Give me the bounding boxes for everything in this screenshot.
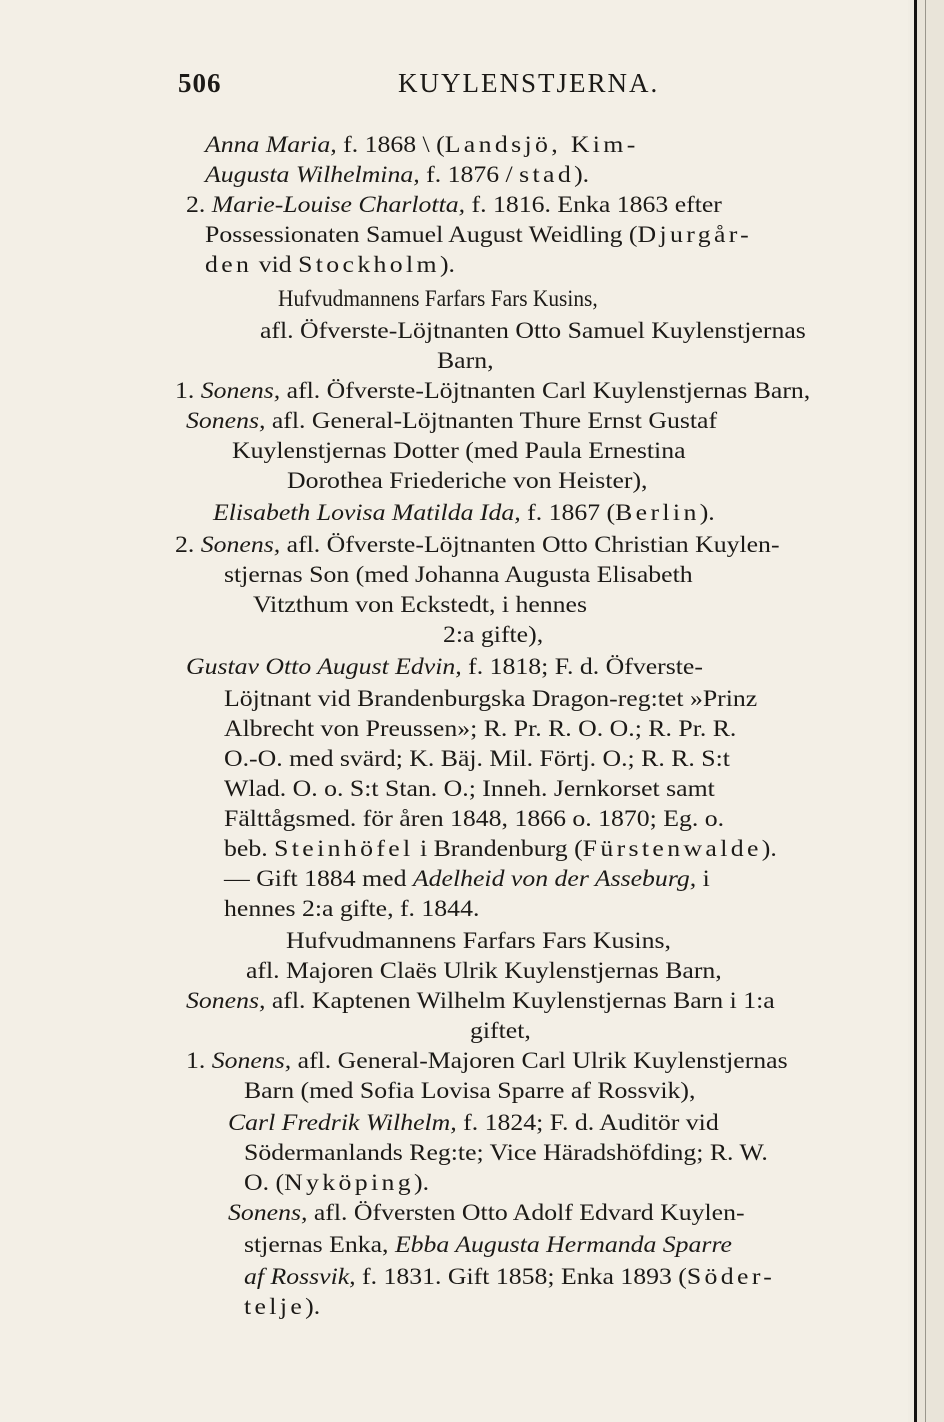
text-segment: stad [519, 162, 575, 187]
text-line [443, 620, 543, 650]
text-segment: 1. [186, 1048, 212, 1073]
text-segment: Löjtnant vid Brandenburgska Dragon-reg:tet »Prinz [224, 686, 758, 711]
text-segment: 2:a gifte), [443, 622, 544, 647]
text-segment: Stockholm [298, 252, 440, 277]
text-segment: Kuylenstjernas Dotter (med Paula Ernestina [232, 438, 686, 463]
text-segment: 1. [175, 378, 201, 403]
text-line [175, 530, 780, 560]
text-segment: afl. General-Majoren Carl Ulrik Kuylenstjernas [291, 1048, 788, 1073]
text-segment: — Gift 1884 med [224, 866, 413, 891]
text-line [253, 590, 587, 620]
text-segment: i [696, 866, 710, 891]
text-segment: Sonens, [186, 988, 266, 1013]
text-line [224, 684, 757, 714]
text-segment: den [205, 252, 253, 277]
text-segment: Carl Fredrik Wilhelm, [228, 1110, 457, 1135]
text-segment: Södermanlands Reg:te; Vice Häradshöfding; R. W. [244, 1140, 768, 1165]
text-line [244, 1138, 768, 1168]
text-line [186, 406, 717, 436]
text-segment: Adelheid von der Asseburg, [412, 866, 697, 891]
text-segment: Sonens, [200, 378, 281, 403]
text-segment: Nyköping [284, 1170, 414, 1195]
text-segment: Albrecht von Preussen»; R. Pr. R. O. O.; R. Pr. R. [224, 716, 737, 741]
text-segment: afl. Kaptenen Wilhelm Kuylenstjernas Barn i 1:a [265, 988, 775, 1013]
text-segment: O. ( [244, 1170, 285, 1195]
text-line [224, 894, 479, 924]
text-segment: ). [761, 836, 777, 861]
text-line [224, 804, 724, 834]
text-line [213, 498, 715, 528]
text-line [186, 986, 775, 1016]
text-segment: hennes 2:a gifte, f. 1844. [224, 896, 480, 921]
text-segment: f. 1868 \ ( [336, 132, 445, 157]
text-line [244, 1076, 695, 1106]
text-segment: Dorothea Friederiche von Heister), [287, 468, 648, 493]
text-line [246, 956, 722, 986]
text-line [244, 1262, 775, 1292]
text-segment: Sonens, [200, 532, 281, 557]
text-line [232, 436, 686, 466]
text-line [287, 466, 648, 496]
page-header [178, 68, 660, 104]
text-segment: 2. [186, 192, 212, 217]
text-line [224, 714, 736, 744]
text-segment: Vitzthum von Eckstedt, i hennes [253, 592, 587, 617]
text-segment: ). [439, 252, 455, 277]
text-segment: ). [574, 162, 590, 187]
text-line [470, 1016, 531, 1046]
text-segment: ). [699, 500, 715, 525]
text-segment: Söder- [686, 1264, 776, 1289]
text-segment: beb. [224, 836, 275, 861]
text-line [286, 926, 671, 956]
text-segment: Sonens, [228, 1200, 308, 1225]
running-title: KUYLENSTJERNA. [398, 68, 660, 98]
text-segment: afl. Öfversten Otto Adolf Edvard Kuylen- [307, 1200, 745, 1225]
text-segment: Sonens, [186, 408, 266, 433]
text-segment: ). [413, 1170, 430, 1195]
text-line [244, 1230, 732, 1260]
text-segment: f. 1867 ( [520, 500, 616, 525]
text-segment: f. 1816. Enka 1863 efter [465, 192, 722, 217]
text-segment: f. 1824; F. d. Auditör vid [456, 1110, 719, 1135]
text-segment: Berlin [615, 500, 700, 525]
text-segment: afl. General-Löjtnanten Thure Ernst Gustaf [265, 408, 718, 433]
text-segment: af Rossvik, [244, 1264, 356, 1289]
text-segment: f. 1876 / [419, 162, 520, 187]
page-edge [908, 0, 944, 1422]
text-segment: i Brandenburg ( [413, 836, 583, 861]
text-line [186, 1046, 788, 1076]
text-line [205, 220, 752, 250]
text-segment: 2. [175, 532, 201, 557]
text-line [205, 250, 455, 280]
text-segment: afl. Öfverste-Löjtnanten Otto Samuel Kuylenstjernas [260, 318, 806, 343]
text-segment: Possessionaten Samuel August Weidling ( [205, 222, 638, 247]
text-line [175, 376, 810, 406]
text-line [186, 190, 722, 220]
text-line [437, 346, 494, 376]
text-segment: stjernas Son (med Johanna Augusta Elisabeth [224, 562, 693, 587]
text-segment: afl. Öfverste-Löjtnanten Otto Christian Kuylen- [280, 532, 780, 557]
text-line [260, 316, 806, 346]
text-line [224, 834, 777, 864]
text-segment: Djurgår- [637, 222, 753, 247]
text-line [224, 744, 730, 774]
text-segment: afl. Majoren Claës Ulrik Kuylenstjernas Barn, [246, 958, 722, 983]
text-segment: Fälttågsmed. för åren 1848, 1866 o. 1870; Eg. o. [224, 806, 725, 831]
text-line [224, 774, 715, 804]
text-line [244, 1168, 429, 1198]
text-line [228, 1198, 745, 1228]
text-segment: f. 1818; F. d. Öfverste- [461, 654, 703, 679]
text-segment: Augusta Wilhelmina, [205, 162, 420, 187]
text-segment: telje [244, 1294, 306, 1319]
text-line [186, 652, 703, 682]
text-segment: Gustav Otto August Edvin, [186, 654, 462, 679]
text-segment: afl. Öfverste-Löjtnanten Carl Kuylenstjernas Barn, [280, 378, 811, 403]
text-segment: Barn, [437, 348, 494, 373]
page-edge-line [925, 0, 926, 1422]
text-line [278, 284, 598, 314]
text-segment: Anna Maria, [205, 132, 337, 157]
text-line [244, 1292, 320, 1322]
text-line [224, 560, 693, 590]
text-segment: Wlad. O. o. S:t Stan. O.; Inneh. Jernkorset samt [224, 776, 715, 801]
text-segment: Elisabeth Lovisa Matilda Ida, [213, 500, 521, 525]
text-line [205, 130, 639, 160]
text-line [224, 864, 710, 894]
text-segment: Steinhöfel [274, 836, 414, 861]
text-segment: Landsjö, Kim- [444, 132, 639, 157]
text-segment: Marie-Louise Charlotta, [211, 192, 466, 217]
text-segment: vid [252, 252, 299, 277]
text-segment: giftet, [470, 1018, 531, 1043]
text-segment: Barn (med Sofia Lovisa Sparre af Rossvik), [244, 1078, 696, 1103]
page-number: 506 [178, 68, 222, 98]
text-segment: Sonens, [211, 1048, 292, 1073]
text-segment: f. 1831. Gift 1858; Enka 1893 ( [355, 1264, 687, 1289]
text-segment: Fürstenwalde [582, 836, 762, 861]
text-line [228, 1108, 719, 1138]
text-segment: Ebba Augusta Hermanda Sparre [394, 1232, 732, 1257]
text-segment: Hufvudmannens Farfars Fars Kusins, [286, 928, 671, 953]
text-segment: ). [305, 1294, 321, 1319]
text-segment: stjernas Enka, [244, 1232, 395, 1257]
text-line [205, 160, 589, 190]
text-segment: O.-O. med svärd; K. Bäj. Mil. Förtj. O.; R. R. S:t [224, 746, 730, 771]
text-segment: Hufvudmannens Farfars Fars Kusins, [278, 286, 598, 311]
